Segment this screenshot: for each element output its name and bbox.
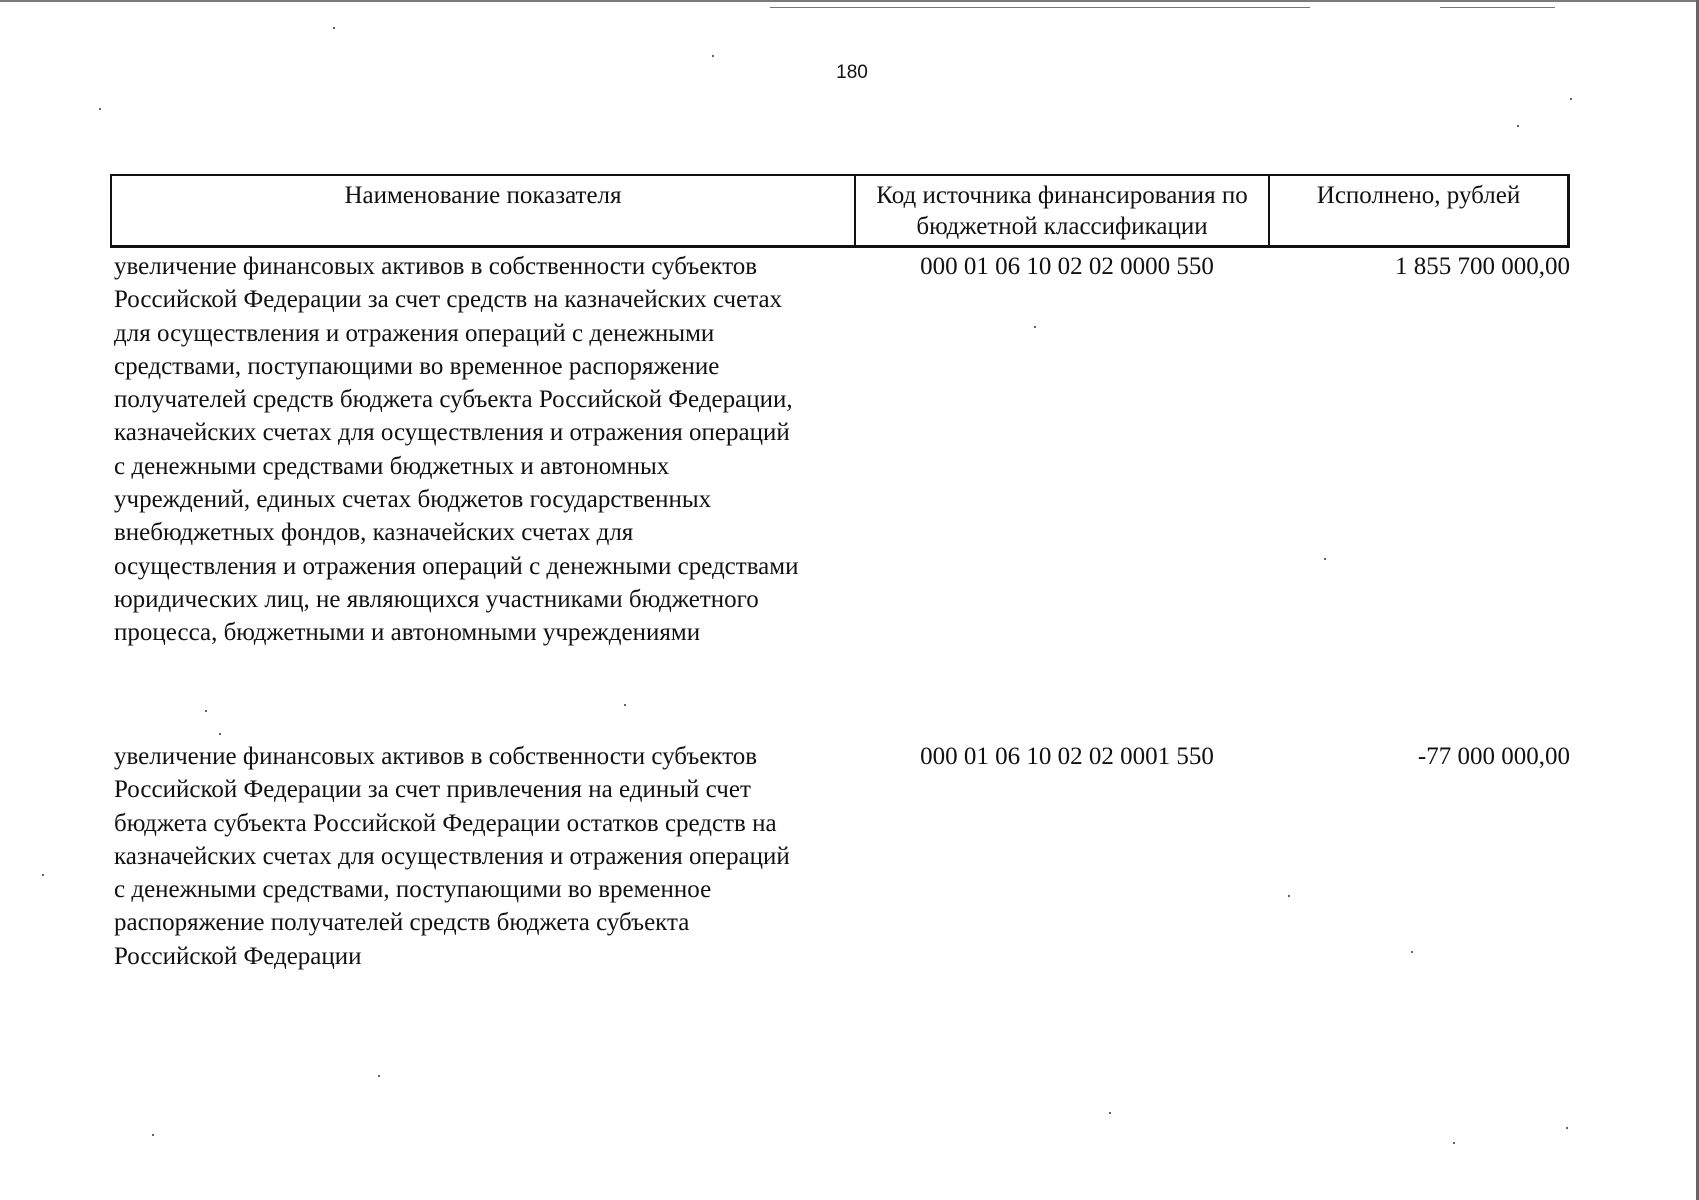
scan-speck (1324, 558, 1326, 560)
scan-speck (1517, 125, 1519, 127)
scan-speck (219, 733, 221, 735)
indicator-name: увеличение финансовых активов в собственности субъектов Российской Федерации за счет средств на казначейских счетах для осуществления и отражения операций с денежными средствами, поступающими во временное распоряжение получателей средств бюджета субъекта Российской Федерации, казначейских счетах для осуществления и отражения операций с денежными средствами бюджетных и автономных учреждений, единых счетах бюджетов государственных внебюджетных фондов, казначейских счетах для осуществления и отражения операций с денежными средствами юридических лиц, не являющихся участниками бюджетного процесса, бюджетными и автономными учреждениями (114, 253, 799, 647)
scan-speck (1034, 326, 1036, 328)
page-number: 180 (836, 62, 868, 83)
table-header (110, 174, 1570, 248)
scan-speck (1570, 98, 1572, 100)
indicator-name: увеличение финансовых активов в собственности субъектов Российской Федерации за счет привлечения на единый счет бюджета субъекта Российской Федерации остатков средств на казначейских счетах для осуществления и отражения операций с денежными средствами, поступающими во временное распоряжение получателей средств бюджета субъекта Российской Федерации (114, 743, 790, 970)
scan-speck (1566, 1127, 1568, 1129)
source-code: 000 01 06 10 02 02 0001 550 (920, 743, 1214, 770)
column-header-indicator-name: Наименование показателя (112, 176, 856, 245)
source-code: 000 01 06 10 02 02 0000 550 (920, 253, 1214, 280)
scan-artifact-line (770, 7, 1310, 8)
scan-speck (1453, 1142, 1455, 1144)
scan-speck (42, 874, 44, 876)
scan-speck (205, 710, 207, 712)
scan-top-border (0, 0, 1699, 2)
column-header-executed-amount: Исполнено, рублей (1316, 182, 1521, 209)
scan-speck (1288, 895, 1290, 897)
scan-speck (712, 55, 714, 57)
scan-speck (333, 27, 335, 29)
scan-artifact-line (1440, 7, 1555, 8)
executed-amount: -77 000 000,00 (1417, 743, 1570, 770)
scan-speck (152, 1134, 154, 1136)
executed-amount: 1 855 700 000,00 (1395, 253, 1570, 280)
scan-speck (378, 1075, 380, 1077)
scan-speck (99, 108, 101, 110)
scan-speck (1109, 1112, 1111, 1114)
column-header-source-code: Код источника финансирования по бюджетной классификации (856, 176, 1270, 245)
scan-speck (624, 704, 626, 706)
scan-speck (1411, 951, 1413, 953)
